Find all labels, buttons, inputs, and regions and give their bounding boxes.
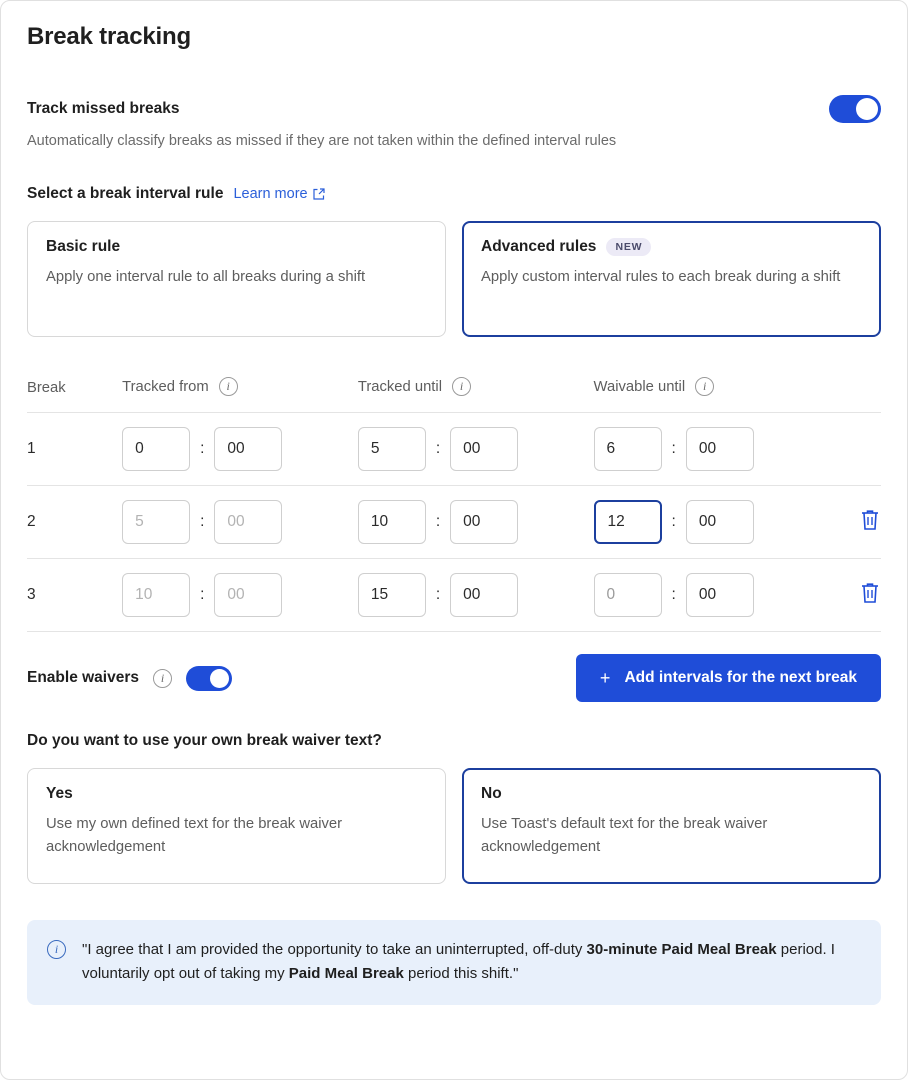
row-2-tracked-from-hours: [122, 500, 190, 544]
header-tracked-until-label: Tracked until: [357, 378, 442, 395]
enable-waivers-left: [27, 666, 232, 691]
break-interval-rule-label-row: [27, 185, 881, 203]
option-advanced-rules-description: Apply custom interval rules to each break during a shift: [481, 269, 841, 285]
row-1-tracked-until-minutes[interactable]: [450, 427, 518, 471]
new-badge: NEW: [606, 238, 651, 256]
row-3-tracked-from-hours: [122, 573, 190, 617]
table-row: [27, 413, 881, 486]
header-waivable-until-label: Waivable until: [593, 378, 686, 395]
row-1-tracked-until: [358, 413, 594, 486]
row-3-tracked-until-minutes[interactable]: [450, 573, 518, 617]
row-2-waivable-until-hours[interactable]: [594, 500, 662, 544]
row-3-tracked-from: [122, 559, 358, 632]
row-3-waivable-until-hours[interactable]: [594, 573, 662, 617]
table-row: [27, 486, 881, 559]
option-basic-rule-title: Basic rule: [46, 238, 121, 255]
enable-waivers-row: [27, 654, 881, 702]
waiver-text-bold1: 30-minute Paid Meal Break: [586, 941, 777, 958]
table-row: [27, 559, 881, 632]
option-basic-rule-description: Apply one interval rule to all breaks during a shift: [46, 269, 366, 285]
row-2-tracked-from: [122, 486, 358, 559]
colon-separator: :: [435, 440, 441, 457]
learn-more-link[interactable]: [233, 186, 324, 202]
row-3-tracked-until-hours[interactable]: [358, 573, 426, 617]
row-1-actions: [829, 413, 881, 486]
track-missed-breaks-toggle[interactable]: [829, 95, 881, 123]
row-1-tracked-from-hours[interactable]: [122, 427, 190, 471]
row-3-actions: [829, 559, 881, 632]
waiver-text-callout: [27, 920, 881, 1005]
header-tracked-until: [358, 377, 594, 413]
row-2-waivable-until: [594, 486, 830, 559]
delete-row-icon[interactable]: [859, 508, 881, 532]
row-3-tracked-until: [358, 559, 594, 632]
row-1-tracked-from-minutes[interactable]: [214, 427, 282, 471]
option-waiver-no-title: No: [481, 785, 502, 802]
colon-separator: :: [671, 586, 676, 603]
row-3-break-number: 3: [27, 559, 122, 632]
track-missed-breaks-label: Track missed breaks: [27, 100, 180, 117]
add-intervals-button-label: Add intervals for the next break: [624, 669, 857, 686]
row-2-tracked-until-minutes[interactable]: [450, 500, 518, 544]
toggle-knob: [856, 98, 878, 120]
add-intervals-button[interactable]: [576, 654, 881, 702]
delete-row-icon[interactable]: [859, 581, 881, 605]
row-1-tracked-from: [122, 413, 358, 486]
waiver-text-part3: period this shift.": [403, 965, 519, 983]
table-header-row: [27, 377, 881, 413]
option-advanced-rules-title: Advanced rules: [481, 238, 597, 255]
tracked-from-info-icon[interactable]: i: [219, 377, 238, 396]
waivable-until-info-icon[interactable]: i: [695, 377, 714, 396]
option-basic-rule[interactable]: [27, 221, 446, 337]
row-2-waivable-until-minutes[interactable]: [686, 500, 754, 544]
row-2-tracked-from-minutes: [214, 500, 282, 544]
external-link-icon: [313, 188, 325, 200]
colon-separator: :: [200, 440, 205, 457]
row-1-tracked-until-hours[interactable]: [358, 427, 426, 471]
waiver-text-bold2: Paid Meal Break: [288, 965, 404, 983]
info-icon: i: [47, 940, 66, 959]
waiver-text-part2: period. I voluntarily opt out of taking my: [82, 941, 835, 983]
header-tracked-from: [122, 377, 358, 413]
row-3-waivable-until-minutes[interactable]: [686, 573, 754, 617]
colon-separator: :: [435, 513, 441, 530]
enable-waivers-info-icon[interactable]: i: [153, 669, 172, 688]
colon-separator: :: [671, 440, 676, 457]
row-2-tracked-until-hours[interactable]: [358, 500, 426, 544]
waiver-text-content: [82, 938, 861, 987]
break-interval-rule-label: Select a break interval rule: [27, 185, 224, 202]
row-1-waivable-until: [594, 413, 830, 486]
plus-icon: +: [599, 667, 611, 688]
header-tracked-from-label: Tracked from: [122, 378, 209, 395]
waiver-text-part1: "I agree that I am provided the opportunity to take an uninterrupted, off-duty: [82, 941, 587, 958]
break-intervals-table: [27, 377, 881, 632]
break-interval-rule-options: [27, 221, 881, 337]
row-1-waivable-until-hours[interactable]: [594, 427, 662, 471]
colon-separator: :: [200, 586, 205, 603]
enable-waivers-label: Enable waivers: [27, 669, 140, 686]
toggle-knob: [210, 669, 229, 688]
option-waiver-yes-description: Use my own defined text for the break waiver acknowledgement: [46, 816, 343, 855]
row-2-tracked-until: [358, 486, 594, 559]
option-waiver-no-description: Use Toast's default text for the break waiver acknowledgement: [481, 816, 768, 855]
page-title: Break tracking: [27, 23, 191, 50]
option-advanced-rules-title-row: [481, 238, 862, 256]
header-waivable-until: [594, 377, 830, 413]
option-advanced-rules[interactable]: [462, 221, 881, 337]
row-1-waivable-until-minutes[interactable]: [686, 427, 754, 471]
option-waiver-yes-title: Yes: [46, 785, 73, 802]
waiver-text-options: [27, 768, 881, 884]
option-waiver-no[interactable]: [462, 768, 881, 884]
header-actions: [829, 377, 881, 413]
track-missed-breaks-description: Automatically classify breaks as missed if they are not taken within the defined interval rules: [27, 133, 617, 149]
learn-more-text: Learn more: [233, 186, 308, 202]
row-2-break-number: 2: [27, 486, 122, 559]
colon-separator: :: [671, 513, 676, 530]
enable-waivers-toggle[interactable]: [186, 666, 232, 691]
header-break: Break: [27, 377, 122, 413]
option-waiver-yes[interactable]: [27, 768, 446, 884]
row-3-waivable-until: [594, 559, 830, 632]
waiver-question-label: Do you want to use your own break waiver text?: [27, 732, 382, 749]
row-2-actions: [829, 486, 881, 559]
colon-separator: :: [435, 586, 441, 603]
row-1-break-number: 1: [27, 413, 122, 486]
row-3-tracked-from-minutes: [214, 573, 282, 617]
colon-separator: :: [200, 513, 205, 530]
track-missed-breaks-row: [27, 95, 881, 123]
tracked-until-info-icon[interactable]: i: [452, 377, 471, 396]
